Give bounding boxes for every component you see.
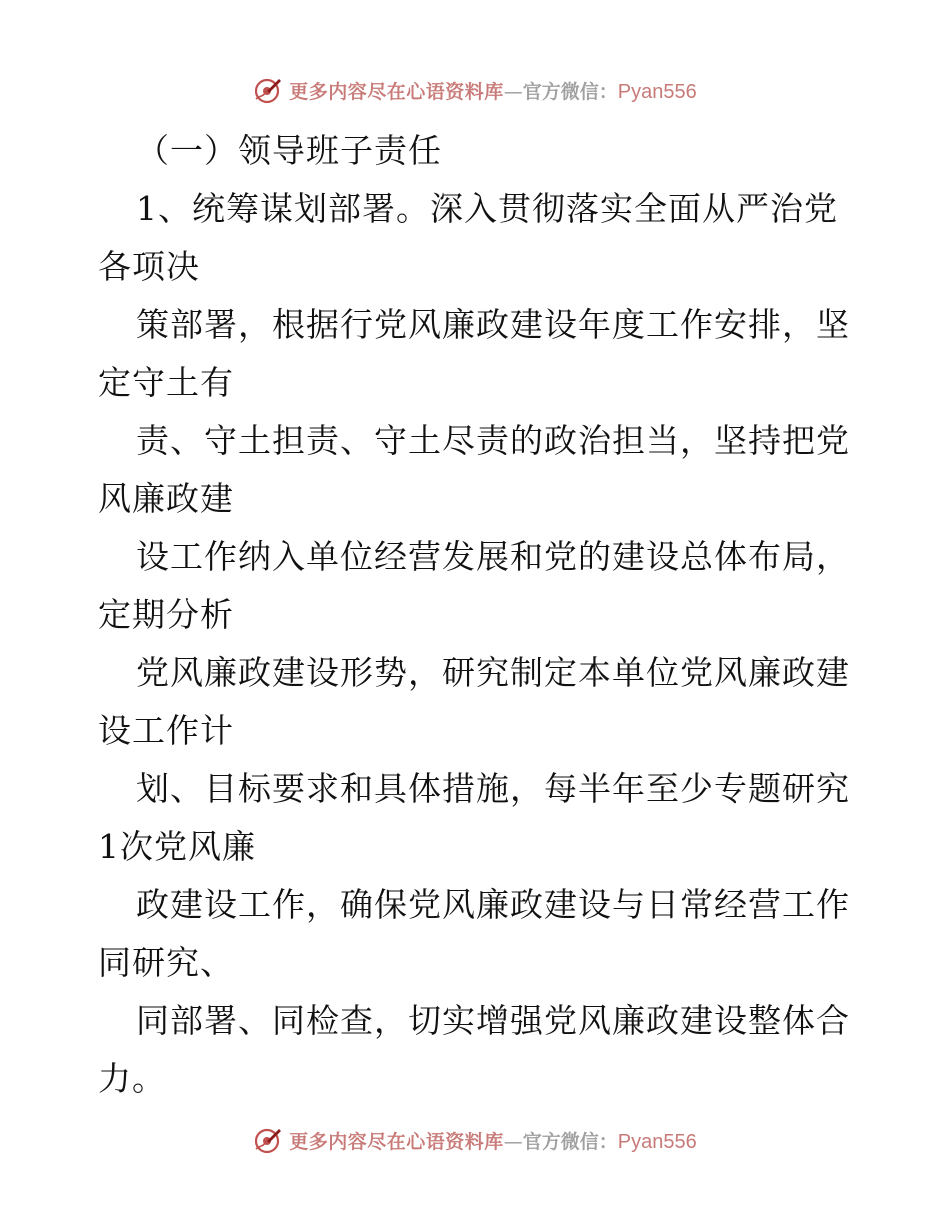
paragraph-line: 同部署、同检查，切实增强党风廉政建设整体合 bbox=[136, 1001, 850, 1040]
banner-text bbox=[289, 1127, 697, 1154]
banner-separator: — bbox=[503, 1130, 523, 1153]
paragraph-line: 设工作计 bbox=[98, 711, 234, 750]
pen-nib-logo-icon bbox=[253, 1125, 283, 1155]
paragraph-line: 责、守土担责、守土尽责的政治担当，坚持把党 bbox=[136, 421, 850, 460]
pen-nib-logo-icon bbox=[253, 75, 283, 105]
banner-separator: — bbox=[503, 80, 523, 103]
paragraph-line: 定期分析 bbox=[98, 595, 234, 634]
paragraph-line: 风廉政建 bbox=[98, 479, 234, 518]
paragraph-line: 力。 bbox=[98, 1059, 166, 1098]
paragraph-line: 各项决 bbox=[98, 247, 200, 286]
paragraph-line: 策部署，根据行党风廉政建设年度工作安排，坚 bbox=[136, 305, 850, 344]
paragraph-line: 设工作纳入单位经营发展和党的建设总体布局， bbox=[136, 537, 850, 576]
paragraph-line: （一）领导班子责任 bbox=[136, 131, 442, 170]
paragraph-line: 政建设工作，确保党风廉政建设与日常经营工作 bbox=[136, 885, 850, 924]
banner-wechat-id: Pyan556 bbox=[617, 1130, 697, 1153]
banner-wechat-id: Pyan556 bbox=[617, 80, 697, 103]
header-banner bbox=[0, 70, 950, 110]
paragraph-line: 党风廉政建设形势，研究制定本单位党风廉政建 bbox=[136, 653, 850, 692]
paragraph-line: 1、统筹谋划部署。深入贯彻落实全面从严治党 bbox=[136, 189, 838, 228]
footer-banner bbox=[0, 1120, 950, 1160]
banner-text bbox=[289, 77, 697, 104]
banner-wechat-label: 官方微信： bbox=[522, 80, 618, 103]
paragraph-line: 划、目标要求和具体措施，每半年至少专题研究 bbox=[136, 769, 850, 808]
paragraph-line: 同研究、 bbox=[98, 943, 234, 982]
banner-main-text: 更多内容尽在心语资料库 bbox=[289, 80, 504, 103]
document-body bbox=[98, 122, 858, 1108]
banner-wechat-label: 官方微信： bbox=[522, 1130, 618, 1153]
paragraph-line: 定守土有 bbox=[98, 363, 234, 402]
paragraph-line: 1次党风廉 bbox=[98, 827, 256, 866]
banner-main-text: 更多内容尽在心语资料库 bbox=[289, 1130, 504, 1153]
